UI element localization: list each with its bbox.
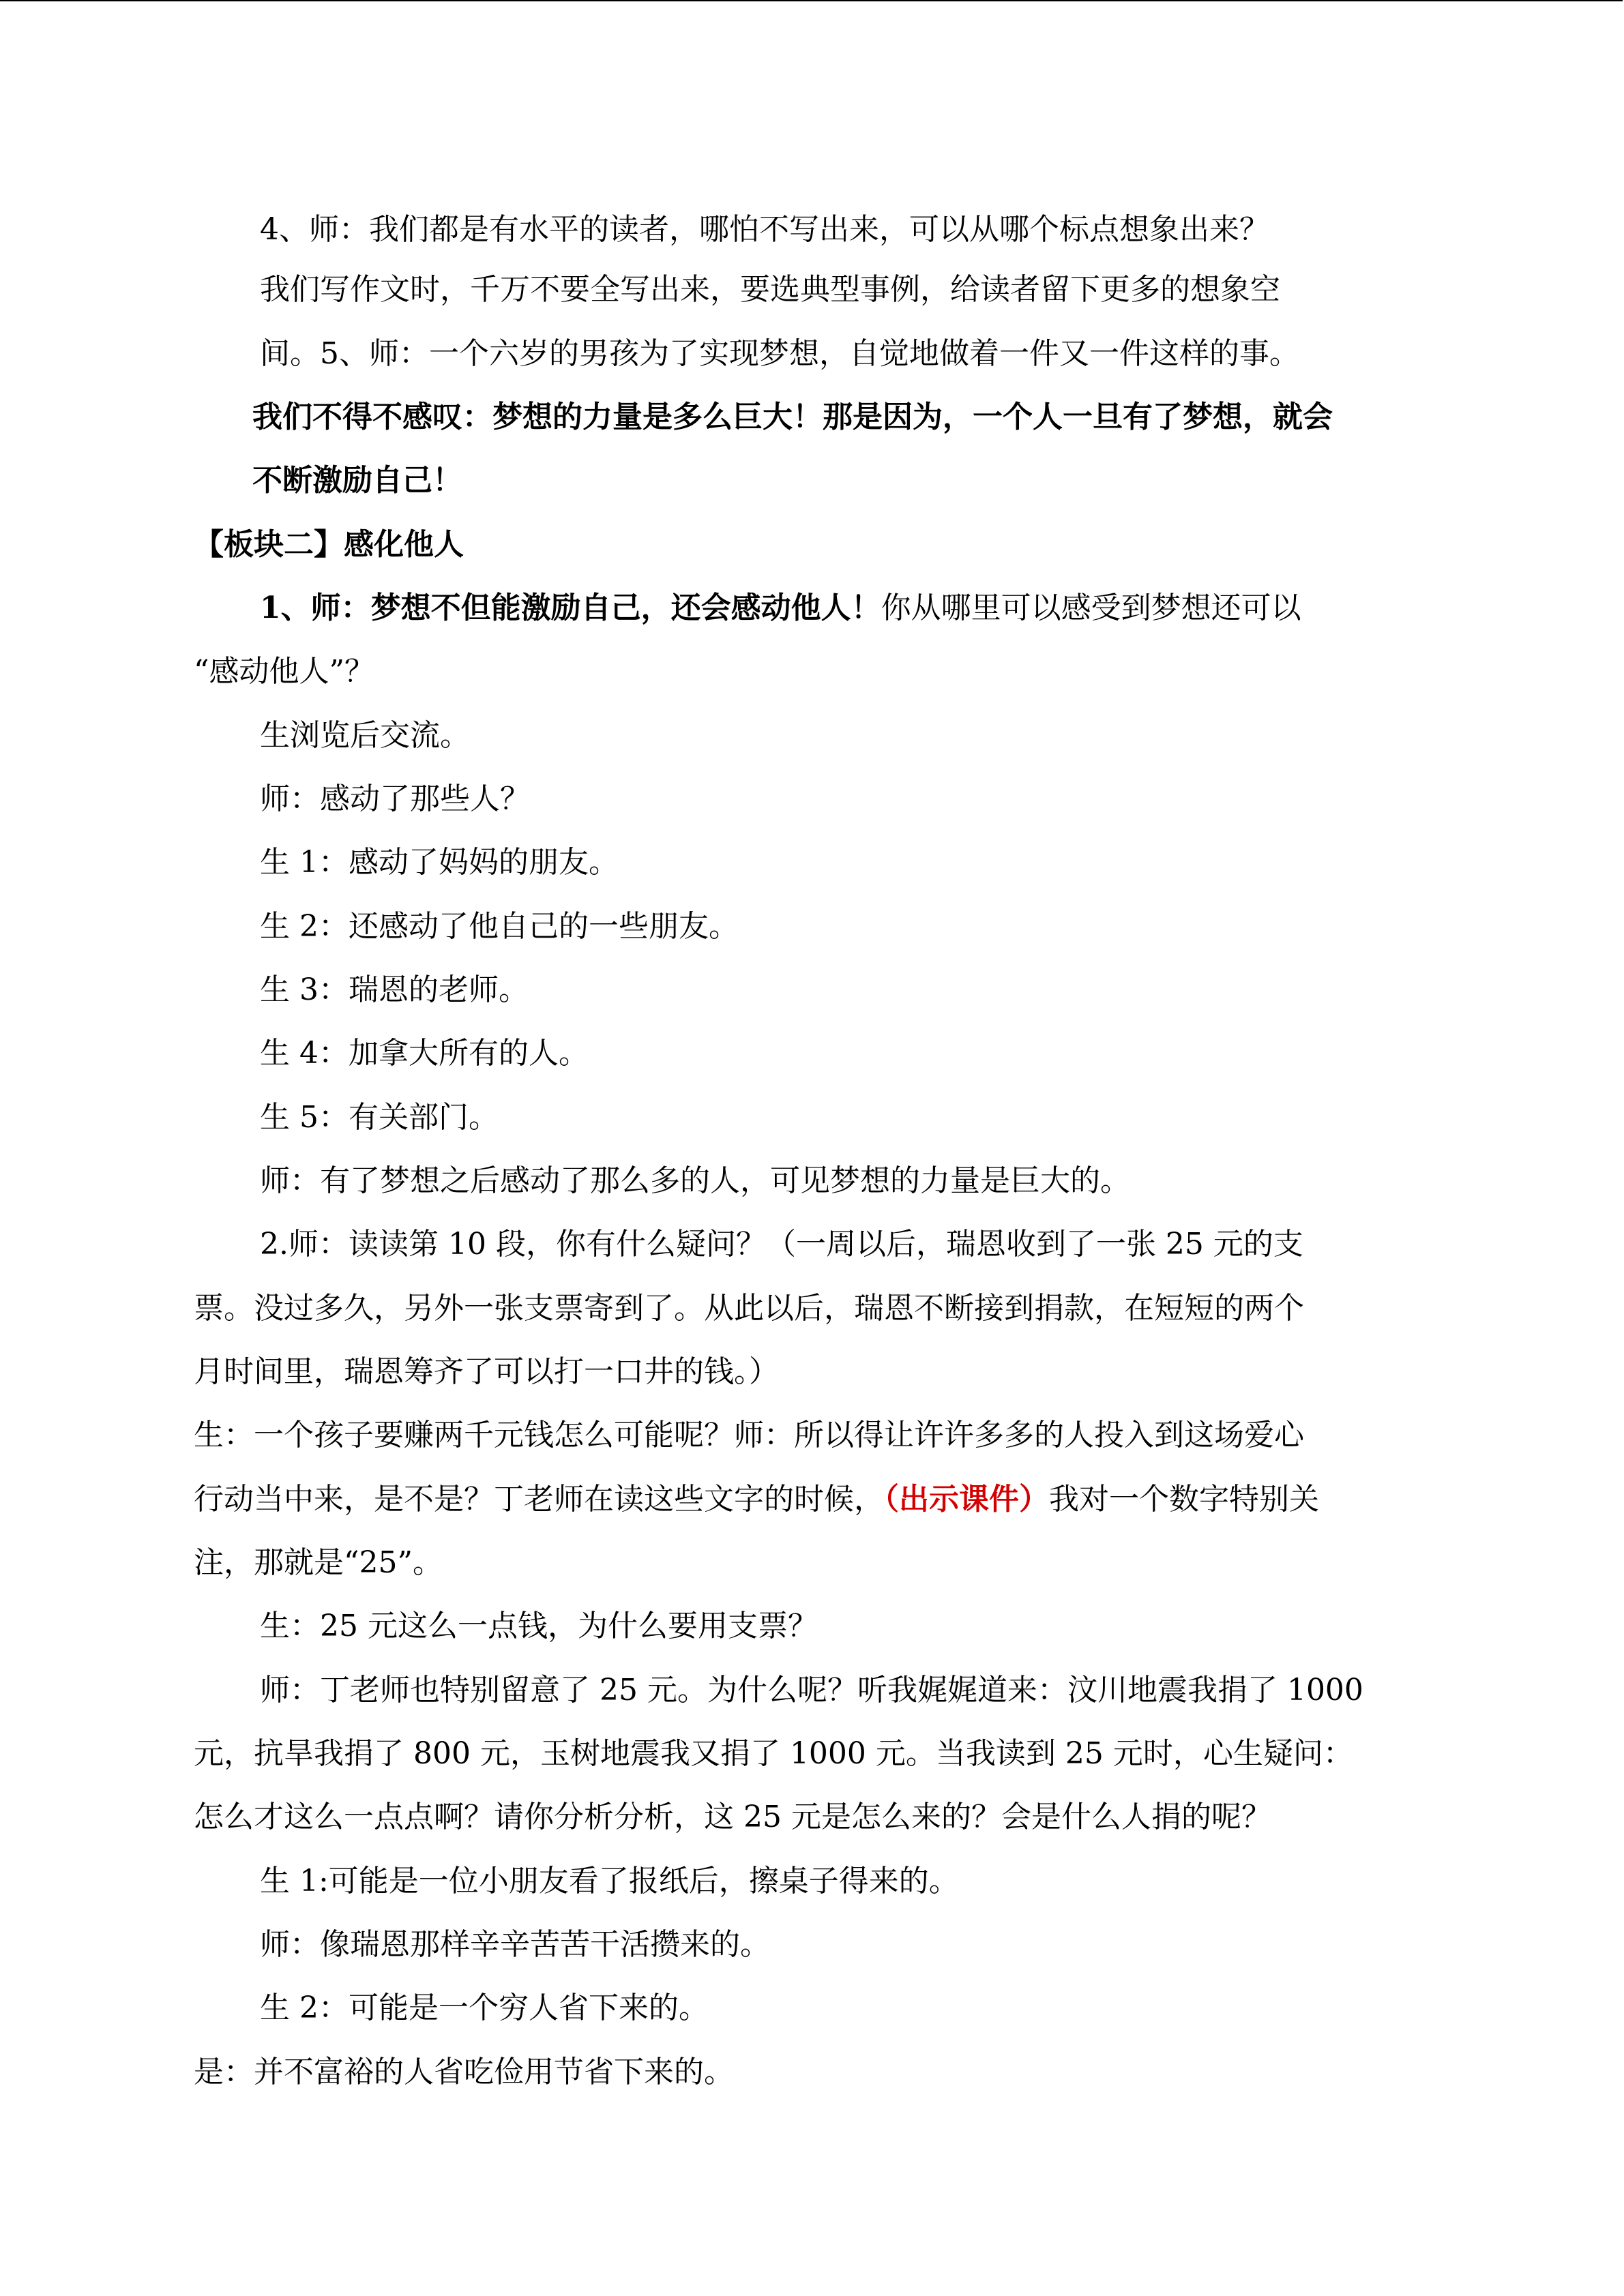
paragraph-line: 师：丁老师也特别留意了 25 元。为什么呢？听我娓娓道来：汶川地震我捐了 1000	[260, 1673, 1363, 1708]
paragraph-line: 师：感动了那些人？	[260, 781, 530, 816]
paragraph-text: 行动当中来，是不是？丁老师在读这些文字的时候，	[194, 1482, 884, 1517]
paragraph-line: 师：有了梦想之后感动了那么多的人，可见梦想的力量是巨大的。	[260, 1163, 1130, 1198]
paragraph-line: 生 4：加拿大所有的人。	[260, 1036, 589, 1071]
paragraph-line: 我们写作文时，千万不要全写出来，要选典型事例，给读者留下更多的想象空	[260, 272, 1280, 307]
paragraph-text: 你从哪里可以感受到梦想还可以	[881, 591, 1301, 625]
paragraph-line: 生 5：有关部门。	[260, 1100, 499, 1135]
paragraph-line: 票。没过多久，另外一张支票寄到了。从此以后，瑞恩不断接到捐款，在短短的两个	[194, 1291, 1304, 1326]
courseware-cue: （出示课件）	[884, 1482, 1049, 1517]
emphasis-text: 1、师：梦想不但能激励自己，还会感动他人！	[260, 591, 881, 625]
paragraph-line: 生 2：还感动了他自己的一些朋友。	[260, 909, 739, 944]
emphasis-line: 我们不得不感叹：梦想的力量是多么巨大！那是因为，一个人一旦有了梦想，就会	[252, 400, 1333, 434]
paragraph-line: 间。5、师：一个六岁的男孩为了实现梦想，自觉地做着一件又一件这样的事。	[260, 336, 1299, 371]
paragraph-line: 月时间里，瑞恩筹齐了可以打一口井的钱。）	[194, 1354, 779, 1389]
paragraph-line: 生 3：瑞恩的老师。	[260, 972, 529, 1007]
paragraph-line: 是：并不富裕的人省吃俭用节省下来的。	[194, 2055, 734, 2089]
paragraph-line: 生浏览后交流。	[260, 718, 470, 753]
emphasis-line: 不断激励自己！	[252, 463, 462, 498]
paragraph-line	[194, 1467, 1319, 1531]
paragraph-line: 生：一个孩子要赚两千元钱怎么可能呢？师：所以得让许许多多的人投入到这场爱心	[194, 1418, 1304, 1452]
paragraph-line: 元，抗旱我捐了 800 元，玉树地震我又捐了 1000 元。当我读到 25 元时，心生疑问：	[194, 1736, 1353, 1771]
paragraph-line: 生 1：感动了妈妈的朋友。	[260, 845, 619, 880]
paragraph-line: 师：像瑞恩那样辛辛苦苦干活攒来的。	[260, 1927, 770, 1962]
paragraph-line: 注，那就是“25”。	[194, 1545, 443, 1580]
section-heading: 【板块二】感化他人	[194, 527, 464, 562]
paragraph-line: 生：25 元这么一点钱，为什么要用支票？	[260, 1609, 818, 1643]
paragraph-line: 生 2：可能是一个穷人省下来的。	[260, 1991, 709, 2025]
paragraph-line: “感动他人”？	[194, 654, 374, 689]
paragraph-line: 4、师：我们都是有水平的读者，哪怕不写出来，可以从哪个标点想象出来？	[260, 212, 1269, 247]
paragraph-text: 我对一个数字特别关	[1049, 1482, 1319, 1517]
paragraph-line: 怎么才这么一点点啊？请你分析分析，这 25 元是怎么来的？会是什么人捐的呢？	[194, 1800, 1271, 1834]
paragraph-line	[260, 576, 1301, 640]
paragraph-line: 生 1:可能是一位小朋友看了报纸后，擦桌子得来的。	[260, 1864, 959, 1898]
paragraph-line: 2.师：读读第 10 段，你有什么疑问？（一周以后，瑞恩收到了一张 25 元的支	[260, 1227, 1303, 1262]
